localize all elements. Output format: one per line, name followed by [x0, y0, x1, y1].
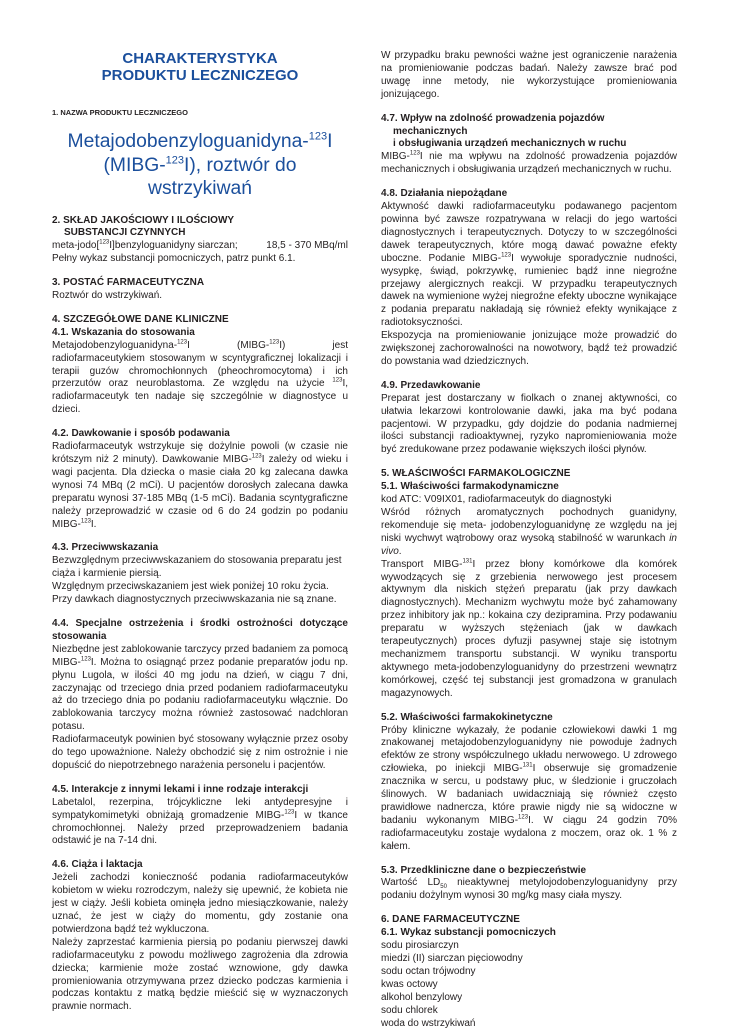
title-line1: CHARAKTERYSTYKA — [122, 50, 278, 67]
section-4 — [52, 314, 348, 417]
section-4-5 — [52, 784, 348, 849]
active-substance: meta-jodo[$^{123}$I]benzyloguanidyny siarczan; 18,5 - 370 MBq/ml — [52, 239, 348, 252]
list-item: sodu octan trójwodny — [381, 965, 476, 977]
section-4-4 — [52, 618, 348, 773]
section-4-8-text-2: Ekspozycja na promieniowanie jonizujące może prowadzić do zwiększonej zachorowalności na nowotwory, bądź też prowadzić do powstania wad dziedzicznych. — [381, 330, 677, 367]
left-column — [52, 50, 348, 1014]
section-4-1-text: Metajodobenzyloguanidyna-$^{123}$I (MIBG-$^{123}$I) jest radiofarmaceutykiem stosowanym w scyntygraficznej lokalizacji i terapii guzów chromochłonnych (pheochromocytoma) i ich przerzutów oraz neuroblastoma. Ze względu na użycie $^{123}$I, radiofarmaceutyk ten nadaje się szczególnie w diagnostyce u dzieci. — [52, 339, 348, 416]
section-3-heading: 3. POSTAĆ FARMACEUTYCZNA — [52, 277, 205, 289]
section-6 — [381, 914, 677, 1030]
section-5-heading: 5. WŁAŚCIWOŚCI FARMAKOLOGICZNE — [381, 468, 571, 480]
section-4-2-heading: 4.2. Dawkowanie i sposób podawania — [52, 428, 230, 440]
section-4-3 — [52, 542, 348, 607]
section-4-6-text-2: Należy zaprzestać karmienia piersią po podaniu pierwszej dawki radiofarmaceutyku z powodu możliwego zagrożenia dla zdrowia dziecka; karmienie może zostać wznowione, gdy dawka promieniowania otrzymywana przez dziecko podczas karmienia i podczas kontaktu z matką będzie mieścić się w wyznaczonych prawnie normach. — [52, 936, 348, 1013]
section-4-7-heading: 4.7. Wpływ na zdolność prowadzenia pojazdów mechanicznych i obsługiwania urządzeń mechanicznych w ruchu — [381, 112, 627, 150]
section-5-2-text: Próby kliniczne wykazały, że podanie człowiekowi dawki 1 mg znakowanej metajodobenzyloguanidyny nie powoduje żadnych efektów ze strony współczulnego układu nerwowego. U zdrowego człowieka, po iniekcji MIBG-$^{131}$I obserwuje się gromadzenie znacznika w sercu, u podstawy płuc, w śledzionie i gruczołach ślinowych. W badaniach uwidaczniają się również często prawidłowe nadnercza, które prawie nigdy nie są widoczne w badaniu wykonanym MIBG-$^{123}$I. W ciągu 24 godzin 70% radiofarmaceutyku zostaje wydalona z moczem, oraz ok. 1 % z kałem. — [381, 724, 678, 852]
section-5-1-text-2: Transport MIBG-$^{131}$I przez błony komórkowe dla komórek wywodzących się z grzebienia nerwowego jest procesem aktywnym dla niskich stężeń preparatu (jak przy dawkach diagnostycznych). Mechanizm wychwytu może być zahamowany przez inhibitory jak np.: kokaina czy dezipramina. Przy podawaniu preparatu w wyższych stężeniach (jak w dawkach terapeutycznych) proces dyfuzji pasywnej staje się istotnym mechanizmem transportu substancji. W wyniku transportu aktywnego meta-jodobenzyloguanidyny do przestrzeni wewnątrz komórkowej, część tej substancji jest gromadzona w granulach magazynowych. — [381, 558, 677, 699]
list-item: kwas octowy — [381, 978, 438, 990]
list-item: alkohol benzylowy — [381, 991, 463, 1003]
section-4-5-text: Labetalol, rezerpina, trójcykliczne leki antydepresyjne i sympatykomimetyki obniżają gromadzenie MIBG-$^{123}$I w tkance chromochłonnej. Należy przed przeprowadzeniem badania odstawić je na 7-14 dni. — [52, 796, 348, 847]
section-4-6-text-1: Jeżeli zachodzi konieczność podania radiofarmaceutyków kobietom w wieku rozrodczym, należy się upewnić, że kobieta nie jest w ciąży. Jeśli kobieta ominęła jedno miesiączkowanie, należy uznać, że jest w ciąży do momentu, gdy zostanie ona potwierdzona bądź też wykluczona. — [52, 872, 348, 935]
section-4-7-text: MIBG-$^{123}$I nie ma wpływu na zdolność prowadzenia pojazdów mechanicznych i obsługiwania urządzeń mechanicznych w ruchu. — [381, 151, 677, 176]
dose-range: 18,5 - 370 MBq/ml — [266, 240, 348, 252]
section-4-3-text-2: Względnym przeciwskazaniem jest wiek poniżej 10 roku życia. — [52, 581, 329, 593]
section-4-2-text: Radiofarmaceutyk wstrzykuje się dożylnie powoli (w czasie nie krótszym niż 2 minuty). Dawkowanie MIBG-$^{123}$I zależy od wieku i wagi pacjenta. Dla dziecka o masie ciała 20 kg zalecana dawka wynosi 74 MBq (2 mCi). U pacjentów dorosłych zalecana dawka preparatu wynosi 37-185 MBq (1-5 mCi). Badania scyntygraficzne należy przeprowadzić w czasie od 6 do 24 godzin po podaniu MIBG-$^{123}$I. — [52, 441, 348, 530]
section-6-heading: 6. DANE FARMACEUTYCZNE — [381, 914, 520, 926]
section-5-2-heading: 5.2. Właściwości farmakokinetyczne — [381, 711, 553, 723]
section-4-3-text-3: Przy dawkach diagnostycznych przeciwwskazania nie są znane. — [52, 594, 337, 606]
section-4-6-continued: W przypadku braku pewności ważne jest ograniczenie narażenia na promieniowanie podczas badań. Należy zawsze brać pod uwagę inne metody, nie wykorzystujące promieniowania jonizującego. — [381, 50, 677, 100]
section-3 — [52, 277, 348, 303]
section-5 — [381, 468, 677, 700]
section-4-8-text-1: Aktywność dawki radiofarmaceutyku podawanego pacjentom powinna być zawsze rozpatrywana w relacji do jego wartości diagnostycznych i terapeutycznych. Dotyczy to w szczególności dawek terapeutycznych, które mogą dawać poważne efekty uboczne. Podanie MIBG-$^{123}$I wywołuje sporadycznie nudności, wysypkę, świąd, pokrzywkę, rumieniec bądź inne niegroźne przejawy alergicznych reakcji. W przypadku terapeutycznych dawek na wymienione wyżej niegroźne efekty uboczne wynikające z podania preparatu nakładają się również efekty wynikające z radiotoksyczności. — [381, 201, 677, 329]
section-4-8 — [381, 188, 677, 369]
section-5-2 — [381, 712, 677, 854]
section-5-1-text-1: Wśród różnych aromatycznych pochodnych guanidyny, rekomenduje się meta- jodobenzyloguanidynę ze względu na jej niski wychwyt wątrobowy oraz wysoką stabilność w warunkach in vivo. — [381, 507, 677, 557]
section-4-9-heading: 4.9. Przedawkowanie — [381, 379, 481, 391]
section-4-4-text-2: Radiofarmaceutyk powinien być stosowany wyłącznie przez osoby do tego upoważnione. Należy obchodzić się z nim ostrożnie i nie dopuścić do niepotrzebnego narażenia personelu i pacjentów. — [52, 734, 348, 771]
section-2-heading: 2. SKŁAD JAKOŚCIOWY I ILOŚCIOWY SUBSTANCJI CZYNNYCH — [52, 214, 235, 239]
drug-name: Metajodobenzyloguanidyna-$^{123}$I (MIBG-$^{123}$I), roztwór do wstrzykiwań — [67, 130, 333, 199]
section-4-6-heading: 4.6. Ciąża i laktacja — [52, 859, 143, 871]
section-4-4-text-1: Niezbędne jest zablokowanie tarczycy przed badaniem za pomocą MIBG-$^{123}$I. Można to osiągnąć przez podanie preparatów jodu np. płynu Lugola, w ilości 40 mg jodu na dzień, w ciągu 7 dni, zaczynając od trzeciego dnia przed podaniem radiofarmaceutyku aż do trzeciego dnia po podaniu radiofarmaceutyku włącznie. Do zablokowania tarczycy można również zastosować nadchloran potasu. — [52, 643, 348, 733]
list-item: miedzi (II) siarczan pięciowodny — [381, 953, 523, 964]
section-5-3-text: Wartość $LD_{50}$ nieaktywnej metylojodobenzyloguanidyny przy podaniu dożylnym wynosi 30 mg/kg masy ciała myszy. — [381, 877, 677, 902]
atc-code: kod ATC: V09IX01, radiofarmaceutyk do diagnostyki — [381, 494, 612, 506]
list-item: sodu chlorek — [381, 1004, 438, 1016]
page-title — [52, 50, 348, 84]
section-4-3-heading: 4.3. Przeciwwskazania — [52, 542, 159, 554]
section-4-4-heading: 4.4. Specjalne ostrzeżenia i środki ostrożności dotyczące stosowania — [52, 617, 348, 642]
section-4-heading: 4. SZCZEGÓŁOWE DANE KLINICZNE — [52, 313, 229, 325]
section-4-5-heading: 4.5. Interakcje z innymi lekami i inne rodzaje interakcji — [52, 783, 309, 795]
excipients-note: Pełny wykaz substancji pomocniczych, patrz punkt 6.1. — [52, 253, 296, 265]
section-4-3-text-1: Bezwzględnym przeciwwskazaniem do stosowania preparatu jest ciąża i karmienie piersią. — [52, 555, 342, 580]
section-4-8-heading: 4.8. Działania niepożądane — [381, 188, 508, 200]
section-2 — [52, 215, 348, 267]
section-1-heading: 1. NAZWA PRODUKTU LECZNICZEGO — [52, 108, 188, 117]
section-4-9-text: Preparat jest dostarczany w fiolkach o znanej aktywności, co ułatwia lekarzowi kontrolowanie dawki, jaka ma być podana pacjentowi. W przypadku, gdy dojdzie do podania nadmiernej ilości substancji radioaktywnej, ryzyko napromieniowania może być zredukowane przez podawanie większych ilości płynów. — [381, 392, 677, 456]
title-line2: PRODUKTU LECZNICZEGO — [101, 67, 299, 84]
section-4-1-heading: 4.1. Wskazania do stosowania — [52, 326, 195, 338]
section-6-1-heading: 6.1. Wykaz substancji pomocniczych — [381, 927, 556, 939]
section-4-9 — [381, 380, 677, 457]
list-item: sodu pirosiarczyn — [381, 940, 459, 952]
section-4-7 — [381, 113, 677, 178]
section-4-6 — [52, 859, 348, 1014]
section-5-3 — [381, 865, 677, 904]
section-4-2 — [52, 428, 348, 531]
right-column — [381, 50, 677, 1030]
section-5-1-heading: 5.1. Właściwości farmakodynamiczne — [381, 481, 559, 493]
list-item: woda do wstrzykiwań — [381, 1017, 476, 1029]
section-5-3-heading: 5.3. Przedkliniczne dane o bezpieczeństwie — [381, 864, 587, 876]
section-3-text: Roztwór do wstrzykiwań. — [52, 290, 163, 302]
